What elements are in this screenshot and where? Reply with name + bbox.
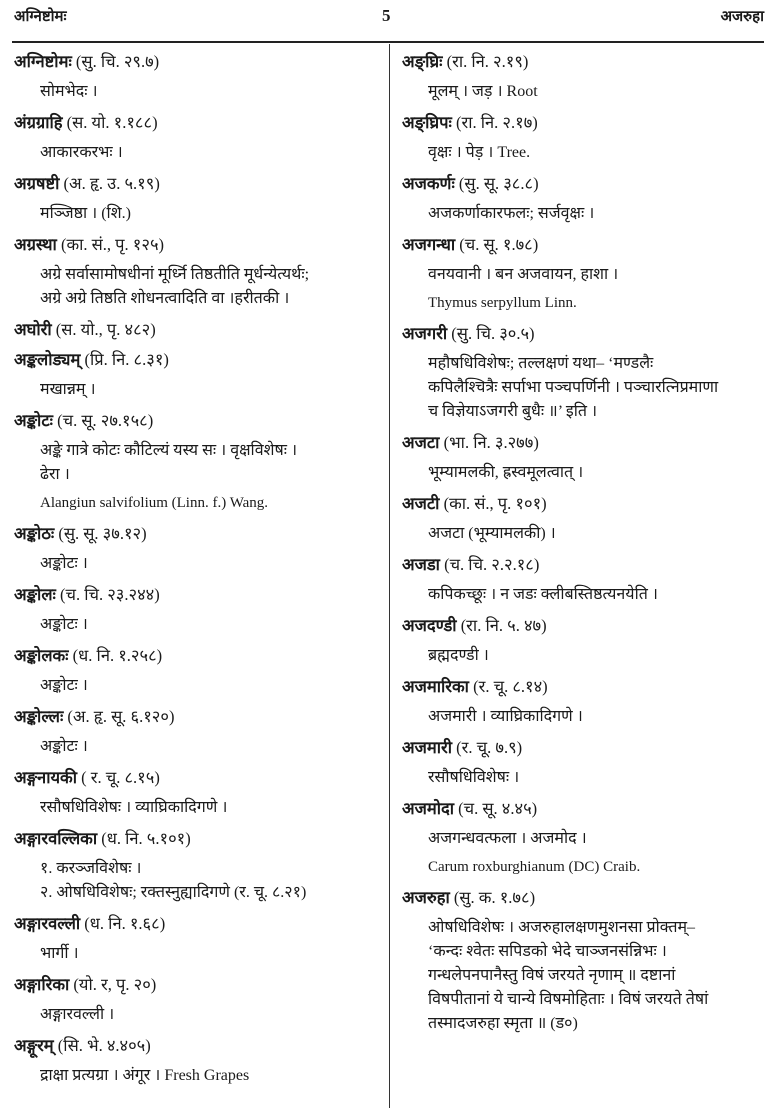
entry-heading	[402, 489, 762, 519]
headword: अजमारी	[402, 738, 453, 757]
source-reference: (र. चू. ८.१४)	[473, 677, 548, 696]
definition-line: अङ्कोटः ।	[40, 555, 88, 572]
entry-definition	[402, 766, 762, 790]
definition-line: मखान्नम् ।	[40, 381, 96, 398]
source-reference: (रा. नि. २.१७)	[455, 113, 538, 132]
dictionary-entry	[402, 428, 762, 485]
entry-definition	[402, 583, 762, 607]
entry-definition	[402, 916, 762, 1036]
source-reference: (सु. क. १.७८)	[453, 888, 536, 907]
headword: अङ्कोठः	[14, 524, 55, 543]
definition-line: आकारकरभः ।	[40, 144, 123, 161]
dictionary-entry	[14, 702, 384, 759]
dictionary-entry	[14, 970, 384, 1027]
headword: अङ्गनायकी	[14, 768, 77, 787]
headword: अग्रस्था	[14, 235, 57, 254]
entry-definition	[402, 352, 762, 424]
source-reference: (ध. नि. १.६८)	[84, 914, 166, 933]
entry-heading	[402, 733, 762, 763]
running-header	[0, 4, 780, 30]
definition-line: महौषधिविशेषः; तल्लक्षणं यथा– ‘मण्डलैः	[428, 355, 654, 372]
definition-line: अङ्कोटः ।	[40, 616, 88, 633]
entry-heading	[14, 169, 384, 199]
dictionary-entry	[14, 345, 384, 402]
entry-definition	[402, 522, 762, 546]
entry-definition	[14, 263, 384, 311]
entry-definition	[14, 613, 384, 637]
source-reference: (रा. नि. ५. ४७)	[460, 616, 547, 635]
dictionary-entry	[14, 580, 384, 637]
headword: अङ्कलोड्यम्	[14, 350, 81, 369]
definition-line: कपिकच्छूः । न जडः क्लीबस्तिष्ठत्यनयेति ।	[428, 586, 658, 603]
headword: अङ्गारवल्ली	[14, 914, 81, 933]
definition-line: अजमारी । व्याघ्रिकादिगणे ।	[428, 708, 583, 725]
entry-definition	[14, 378, 384, 402]
definition-line: मञ्जिष्ठा । (शि.)	[40, 205, 131, 222]
left-column	[14, 47, 384, 1092]
header-rule	[12, 41, 764, 43]
headword: अजडा	[402, 555, 440, 574]
entry-definition	[402, 827, 762, 879]
headword: अजगन्धा	[402, 235, 456, 254]
source-reference: (च. सू. ४.४५)	[458, 799, 538, 818]
entry-heading	[402, 169, 762, 199]
entry-heading	[14, 108, 384, 138]
definition-line: अङ्कोटः ।	[40, 677, 88, 694]
headword: अघोरी	[14, 320, 52, 339]
source-reference: (स. यो. १.१८८)	[66, 113, 158, 132]
entry-heading	[402, 672, 762, 702]
source-reference: (च. चि. २.२.१८)	[444, 555, 540, 574]
dictionary-entry	[402, 794, 762, 879]
source-reference: (स. यो., पृ. ४८२)	[55, 320, 156, 339]
source-reference: (सु. चि. २९.७)	[75, 52, 160, 71]
entry-definition	[14, 141, 384, 165]
entry-definition	[402, 80, 762, 104]
source-reference: (च. चि. २३.२४४)	[59, 585, 160, 604]
dictionary-entry	[402, 550, 762, 607]
entry-heading	[402, 794, 762, 824]
entry-definition	[14, 80, 384, 104]
dictionary-entry	[402, 489, 762, 546]
headword: अङ्कोलकः	[14, 646, 69, 665]
source-reference: (अ. हृ. सू. ६.१२०)	[67, 707, 175, 726]
headword: अजमोदा	[402, 799, 455, 818]
source-reference: (सु. सू. ३८.८)	[458, 174, 539, 193]
entry-heading	[14, 702, 384, 732]
entry-heading	[14, 519, 384, 549]
entry-definition	[14, 674, 384, 698]
entry-definition	[402, 705, 762, 729]
headword: अङ्घ्रिः	[402, 52, 443, 71]
dictionary-entry	[402, 108, 762, 165]
definition-line: अजकर्णाकारफलः; सर्जवृक्षः ।	[428, 205, 595, 222]
definition-line: अङ्कोटः ।	[40, 738, 88, 755]
entry-heading	[402, 319, 762, 349]
source-reference: (सु. सू. ३७.१२)	[58, 524, 147, 543]
headword: अङ्गूरम्	[14, 1036, 54, 1055]
definition-line: विषपीतानां ये चान्ये विषमोहिताः । विषं जरयते तेषां	[428, 991, 709, 1008]
entry-definition	[14, 552, 384, 576]
definition-line: भूम्यामलकी, ह्रस्वमूलत्वात् ।	[428, 464, 584, 481]
entry-heading	[402, 611, 762, 641]
dictionary-entry	[14, 519, 384, 576]
header-first-word: अग्निष्टोमः	[14, 9, 67, 25]
headword: अजकर्णः	[402, 174, 455, 193]
dictionary-entry	[402, 733, 762, 790]
definition-line: च विज्ञेयाऽजगरी बुधैः ॥’ इति ।	[428, 403, 598, 420]
headword: अङ्गारवल्लिका	[14, 829, 98, 848]
definition-line: रसौषधिविशेषः । व्याघ्रिकादिगणे ।	[40, 799, 228, 816]
dictionary-entry	[14, 909, 384, 966]
definition-line: अङ्के गात्रे कोटः कौटिल्यं यस्य सः । वृक्षविशेषः ।	[40, 442, 298, 459]
source-reference: (सु. चि. ३०.५)	[451, 324, 535, 343]
entry-heading	[14, 580, 384, 610]
entry-heading	[402, 47, 762, 77]
source-reference: (का. सं., पृ. १०१)	[443, 494, 547, 513]
headword: अंग्रग्राहि	[14, 113, 63, 132]
source-reference: (रा. नि. २.१९)	[446, 52, 529, 71]
definition-line: अग्रे सर्वासामोषधीनां मूर्ध्नि तिष्ठतीति मूर्धन्येत्यर्थः;	[40, 266, 310, 283]
definition-line: अजगन्धवत्फला । अजमोद ।	[428, 830, 587, 847]
definition-line: सोमभेदः ।	[40, 83, 98, 100]
dictionary-entry	[14, 1031, 384, 1088]
headword: अङ्कोटः	[14, 411, 53, 430]
headword: अग्रषष्टी	[14, 174, 60, 193]
entry-definition	[402, 644, 762, 668]
entry-definition	[14, 735, 384, 759]
entry-definition	[14, 1064, 384, 1088]
headword: अजटी	[402, 494, 440, 513]
definition-line: १. करञ्जविशेषः ।	[40, 860, 142, 877]
entry-heading	[14, 824, 384, 854]
right-column	[402, 47, 762, 1040]
definition-line: कपिलैश्चित्रैः सर्पाभा पञ्चपर्णिनी । पञ्चारत्निप्रमाणा	[428, 379, 719, 396]
dictionary-entry	[402, 230, 762, 315]
header-last-word: अजरुहा	[720, 9, 764, 25]
dictionary-entry	[14, 169, 384, 226]
dictionary-entry	[402, 169, 762, 226]
dictionary-entry	[402, 319, 762, 424]
dictionary-entry	[402, 883, 762, 1036]
botanical-name: Alangiun salvifolium (Linn. f.) Wang.	[40, 495, 269, 511]
source-reference: (अ. हृ. उ. ५.१९)	[63, 174, 160, 193]
botanical-name: Thymus serpyllum Linn.	[428, 295, 577, 311]
definition-line: वृक्षः । पेड़ । Tree.	[428, 144, 531, 161]
source-reference: (ध. नि. १.२५८)	[72, 646, 163, 665]
headword: अजटा	[402, 433, 440, 452]
entry-heading	[402, 108, 762, 138]
entry-heading	[402, 428, 762, 458]
dictionary-entry	[14, 47, 384, 104]
source-reference: (र. चू. ७.९)	[456, 738, 523, 757]
dictionary-entry	[14, 230, 384, 311]
entry-definition	[14, 942, 384, 966]
page-number: 5	[382, 6, 391, 25]
botanical-name: Carum roxburghianum (DC) Craib.	[428, 859, 641, 875]
definition-line: मूलम् । जड़ । Root	[428, 83, 538, 100]
definition-line: वनयवानी । बन अजवायन, हाशा ।	[428, 266, 619, 283]
definition-line: गन्धलेपनपानैस्तु विषं जरयते नृणाम् ॥ दष्टानां	[428, 967, 676, 984]
dictionary-entry	[14, 763, 384, 820]
dictionary-entry	[402, 672, 762, 729]
entry-heading	[402, 550, 762, 580]
source-reference: (च. सू. १.७८)	[459, 235, 539, 254]
entry-heading	[14, 406, 384, 436]
entry-definition	[14, 1003, 384, 1027]
entry-definition	[402, 461, 762, 485]
entry-definition	[402, 263, 762, 315]
definition-line: अङ्गारवल्ली ।	[40, 1006, 115, 1023]
entry-heading	[402, 883, 762, 913]
definition-line: रसौषधिविशेषः ।	[428, 769, 520, 786]
entry-heading	[14, 1031, 384, 1061]
definition-line: द्राक्षा प्रत्यग्रा । अंगूर । Fresh Grapes	[40, 1067, 250, 1084]
dictionary-entry	[14, 108, 384, 165]
entry-definition	[14, 857, 384, 905]
dictionary-entry	[14, 406, 384, 515]
headword: अजमारिका	[402, 677, 469, 696]
entry-heading	[14, 345, 384, 375]
headword: अङ्घ्रिपः	[402, 113, 452, 132]
entry-heading	[14, 641, 384, 671]
entry-heading	[402, 230, 762, 260]
headword: अजगरी	[402, 324, 448, 343]
entry-heading	[14, 909, 384, 939]
headword: अजरुहा	[402, 888, 450, 907]
headword: अङ्गारिका	[14, 975, 70, 994]
entry-heading	[14, 970, 384, 1000]
definition-line: ओषधिविशेषः । अजरुहालक्षणमुशनसा प्रोक्तम्–	[428, 919, 696, 936]
entry-definition	[14, 439, 384, 515]
definition-line: ‘कन्दः श्वेतः सपिडको भेदे चाञ्जनसंन्निभः ।	[428, 943, 667, 960]
definition-line: अग्रे अग्रे तिष्ठति शोधनत्वादिति वा ।हरीतकी ।	[40, 290, 290, 307]
entry-heading	[14, 230, 384, 260]
dictionary-entry	[402, 611, 762, 668]
source-reference: ( र. चू. ८.१५)	[81, 768, 160, 787]
dictionary-entry	[14, 641, 384, 698]
headword: अङ्कोलः	[14, 585, 56, 604]
entry-heading	[14, 315, 384, 345]
source-reference: (का. सं., पृ. १२५)	[60, 235, 165, 254]
headword: अङ्कोल्लः	[14, 707, 64, 726]
definition-line: भार्गी ।	[40, 945, 79, 962]
dictionary-entry	[14, 315, 384, 345]
headword: अजदण्डी	[402, 616, 457, 635]
entry-definition	[402, 141, 762, 165]
source-reference: (ध. नि. ५.१०१)	[101, 829, 191, 848]
dictionary-entry	[14, 824, 384, 905]
source-reference: (भा. नि. ३.२७७)	[443, 433, 539, 452]
source-reference: (यो. र, पृ. २०)	[73, 975, 157, 994]
entry-heading	[14, 47, 384, 77]
definition-line: अजटा (भूम्यामलकी) ।	[428, 525, 556, 542]
column-divider	[389, 44, 390, 1108]
entry-definition	[14, 796, 384, 820]
source-reference: (च. सू. २७.१५८)	[57, 411, 154, 430]
entry-heading	[14, 763, 384, 793]
definition-line: तस्माद‍जरुहा स्मृता ॥ (ड०)	[428, 1015, 578, 1032]
entry-definition	[14, 202, 384, 226]
entry-definition	[402, 202, 762, 226]
source-reference: (प्रि. नि. ८.३१)	[84, 350, 169, 369]
dictionary-entry	[402, 47, 762, 104]
definition-line: ब्रह्मदण्डी ।	[428, 647, 489, 664]
headword: अग्निष्टोमः	[14, 52, 72, 71]
definition-line: २. ओषधिविशेषः; रक्तस्नुह्यादिगणे (र. चू. ८.२१)	[40, 884, 307, 901]
definition-line: ढेरा ।	[40, 466, 70, 483]
source-reference: (सि. भे. ४.४०५)	[57, 1036, 151, 1055]
